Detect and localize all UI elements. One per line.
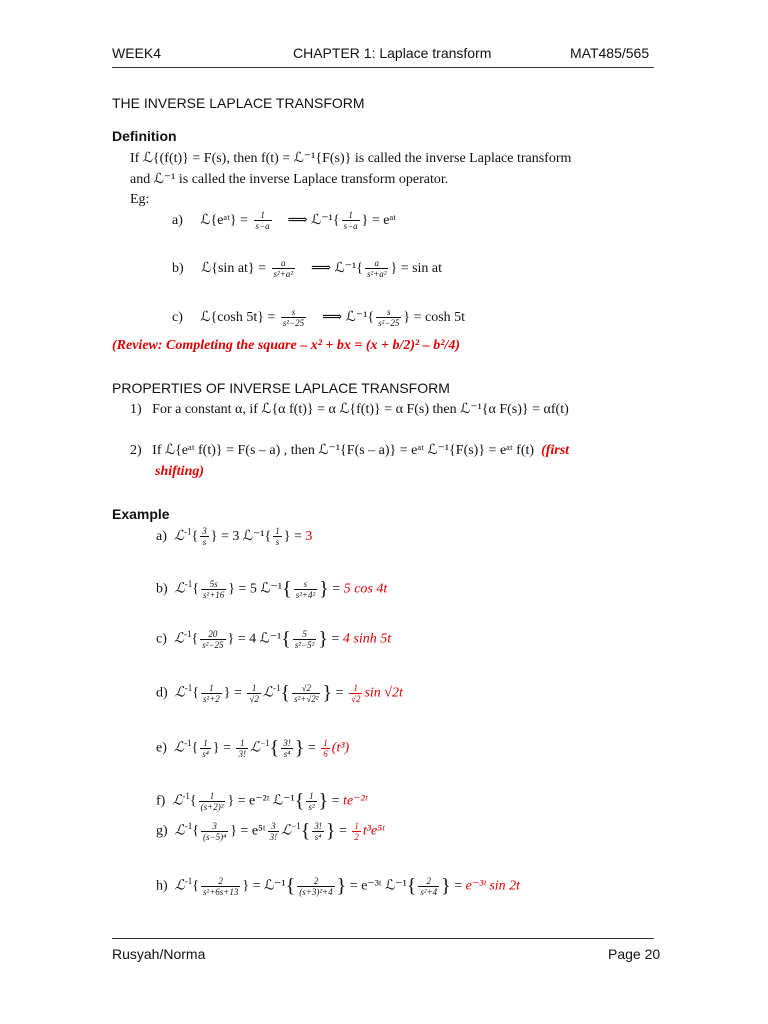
review-note: (Review: Completing the square – x² + bx = (x + b/2)² – b²/4) — [112, 338, 461, 353]
page-title: THE INVERSE LAPLACE TRANSFORM — [112, 95, 365, 111]
eg-item-c: c) ℒ{cosh 5t} = $\frac{s}{\text{s²−25}}$ ⟹ ℒ⁻¹{ $\frac{s}{\text{s²−25}}$ } = cosh 5t — [172, 307, 466, 329]
definition-line-2: and ℒ⁻¹ is called the inverse Laplace transform operator. — [130, 172, 449, 187]
header-left: WEEK4 — [112, 45, 162, 61]
footer-page-number: Page 20 — [608, 946, 661, 962]
header-rule — [112, 67, 654, 68]
example-f: f) ℒ$^{-1}${ $\frac{1}{\text{(s+2)²}}$ } = e⁻²ᵗ ℒ⁻¹{ $\frac{1}{\text{s²}}$ } = te⁻²ᵗ — [156, 790, 368, 812]
definition-line-1: If ℒ{(f(t)} = F(s), then f(t) = ℒ⁻¹{F(s)} is called the inverse Laplace transform — [130, 151, 572, 166]
footer-rule — [112, 938, 654, 939]
definition-heading: Definition — [112, 128, 177, 144]
example-h: h) ℒ$^{-1}${ $\frac{2}{\text{s²+6s+13}}$ } = ℒ⁻¹{ $\frac{2}{\text{(s+3)²+4}}$ } = e⁻³ᵗ ℒ⁻¹{ $\frac{2}{\text{s²+4}}$ } = e⁻³ᵗ sin 2t — [156, 875, 521, 897]
example-b: b) ℒ$^{-1}${ $\frac{5s}{\text{s²+16}}$ } = 5 ℒ⁻¹{ $\frac{s}{\text{s²+4²}}$ } = 5 cos 4t — [156, 578, 388, 600]
example-g: g) ℒ$^{-1}${ $\frac{3}{\text{(s−5)⁴}}$ } = e⁵ᵗ $\frac{3}{3!}$ ℒ$^{-1}${ $\frac{3!}{\text{s⁴}}$ } = $\frac{1}{2}$ t³e⁵ᵗ — [156, 820, 385, 842]
example-d: d) ℒ$^{-1}${ $\frac{1}{\text{s²+2}}$ } = $\frac{1}{√2}$ ℒ$^{-1}${ $\frac{√2}{\text{s²+√2²}}$ } = $\frac{1}{√2}$ sin √2t — [156, 682, 403, 704]
header-right: MAT485/565 — [570, 45, 650, 61]
example-heading: Example — [112, 506, 170, 522]
properties-heading: PROPERTIES OF INVERSE LAPLACE TRANSFORM — [112, 380, 450, 396]
eg-label: Eg: — [130, 192, 150, 207]
property-2-note: shifting) — [155, 464, 205, 479]
eg-item-a: a) ℒ{eᵃᵗ} = $\frac{1}{s-a}$ ⟹ ℒ⁻¹{ $\frac{1}{s-a}$ } = eᵃᵗ — [172, 210, 396, 232]
example-c: c) ℒ$^{-1}${ $\frac{20}{\text{s²−25}}$ } = 4 ℒ⁻¹{ $\frac{5}{\text{s²−5²}}$ } = 4 sinh 5t — [156, 628, 392, 650]
footer-left: Rusyah/Norma — [112, 946, 206, 962]
example-e: e) ℒ$^{-1}${ $\frac{1}{\text{s⁴}}$ } = $\frac{1}{3!}$ ℒ$^{-1}${ $\frac{3!}{\text{s⁴}}$ } = $\frac{1}{6}$ (t³) — [156, 737, 350, 759]
header-center: CHAPTER 1: Laplace transform — [293, 45, 492, 61]
example-a: a) ℒ$^{-1}${ $\frac{3}{s}$ } = 3 ℒ⁻¹{ $\frac{1}{s}$ } = 3 — [156, 526, 313, 548]
eg-item-b: b) ℒ{sin at} = $\frac{a}{\text{s²+a²}}$ ⟹ ℒ⁻¹{ $\frac{a}{\text{s²+a²}}$ } = sin at — [172, 258, 443, 280]
property-2: 2) If ℒ{eᵃᵗ f(t)} = F(s – a) , then ℒ⁻¹{F(s – a)} = eᵃᵗ ℒ⁻¹{F(s)} = eᵃᵗ f(t) (first — [130, 443, 570, 458]
property-1: 1) For a constant α, if ℒ{α f(t)} = α ℒ{f(t)} = α F(s) then ℒ⁻¹{α F(s)} = αf(t) — [130, 402, 569, 417]
